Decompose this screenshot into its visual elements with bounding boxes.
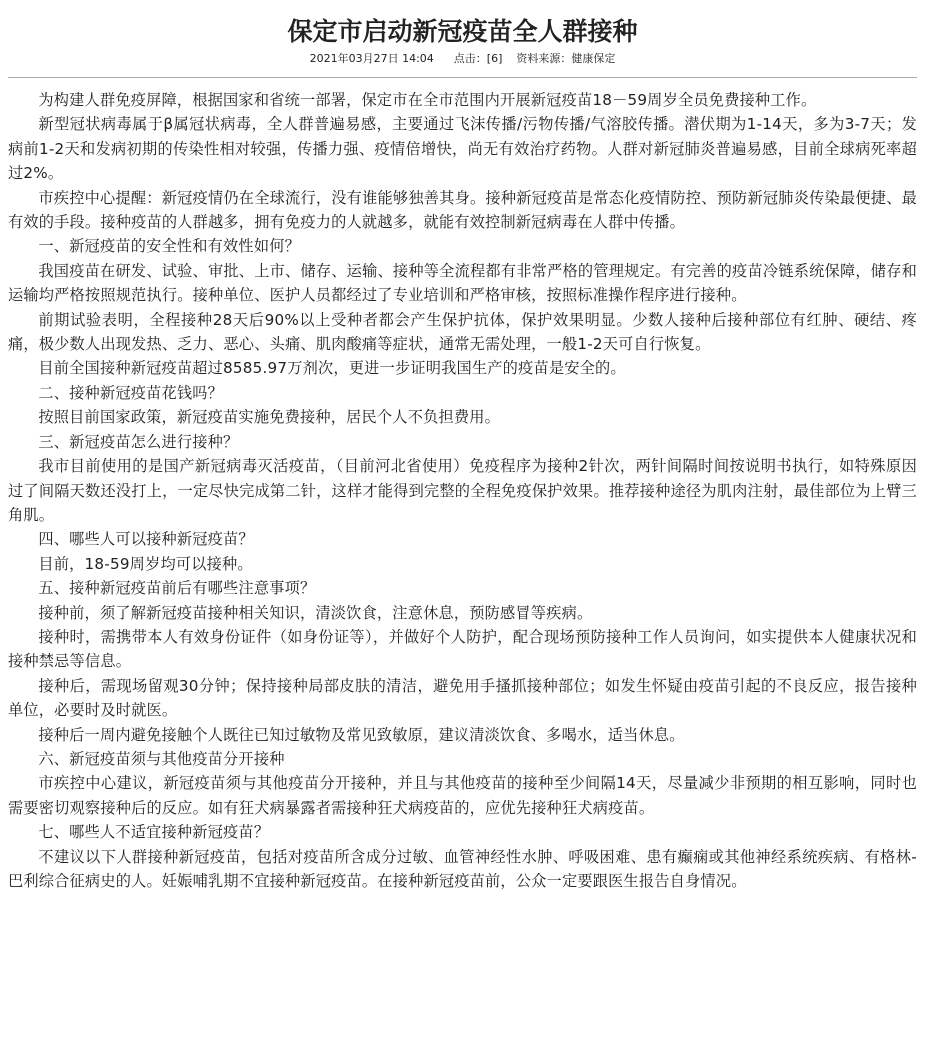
body-paragraph: 为构建人群免疫屏障，根据国家和省统一部署，保定市在全市范围内开展新冠疫苗18－59周岁全员免费接种工作。 [38, 91, 817, 109]
body-paragraph: 目前全国接种新冠疫苗超过8585.97万剂次，更进一步证明我国生产的疫苗是安全的。 [38, 359, 626, 378]
body-paragraph: 接种前，须了解新冠疫苗接种相关知识，清淡饮食，注意休息，预防感冒等疾病。 [38, 603, 593, 622]
section-heading: 六、新冠疫苗须与其他疫苗分开接种 [38, 749, 285, 768]
body-paragraph: 前期试验表明，全程接种28天后90%以上受种者都会产生保护抗体，保护效果明显。少数人接种后接种部位有红肿、硬结、疼痛，极少数人出现发热、乏力、恶心、头痛、肌肉酸痛等症状，通常无需处理，一般1-2天可自行恢复。 [8, 310, 917, 354]
section-heading: 三、新冠疫苗怎么进行接种？ [38, 432, 239, 451]
click-count: 点击：[6] [453, 52, 503, 65]
section-heading: 五、接种新冠疫苗前后有哪些注意事项？ [38, 579, 316, 598]
body-paragraph: 接种时，需携带本人有效身份证件（如身份证等），并做好个人防护，配合现场预防接种工作人员询问，如实提供本人健康状况和接种禁忌等信息。 [8, 627, 917, 671]
section-heading: 一、新冠疫苗的安全性和有效性如何？ [38, 237, 300, 256]
section-heading: 二、接种新冠疫苗花钱吗？ [38, 383, 224, 402]
body-paragraph: 按照目前国家政策，新冠疫苗实施免费接种，居民个人不负担费用。 [38, 408, 501, 427]
body-paragraph: 我国疫苗在研发、试验、审批、上市、储存、运输、接种等全流程都有非常严格的管理规定。有完善的疫苗冷链系统保障，储存和运输均严格按照规范执行。接种单位、医护人员都经过了专业培训和严格审核，按照标准操作程序进行接种。 [8, 261, 917, 305]
body-paragraph: 市疾控中心建议，新冠疫苗须与其他疫苗分开接种，并且与其他疫苗的接种至少间隔14天，尽量减少非预期的相互影响，同时也需要密切观察接种后的反应。如有狂犬病暴露者需接种狂犬病疫苗的，应优先接种狂犬病疫苗。 [8, 774, 917, 817]
section-heading: 七、哪些人不适宜接种新冠疫苗？ [38, 823, 270, 842]
article-meta [8, 52, 917, 66]
body-paragraph: 我市目前使用的是国产新冠病毒灭活疫苗，（目前河北省使用）免疫程序为接种2针次，两针间隔时间按说明书执行，如特殊原因过了间隔天数还没打上，一定尽快完成第二针，这样才能得到完整的全程免疫保护效果。推荐接种途径为肌肉注射，最佳部位为上臂三角肌。 [8, 457, 917, 524]
section-heading: 四、哪些人可以接种新冠疫苗？ [38, 530, 254, 549]
body-paragraph: 市疾控中心提醒：新冠疫情仍在全球流行，没有谁能够独善其身。接种新冠疫苗是常态化疫情防控、预防新冠肺炎传染最便捷、最有效的手段。接种疫苗的人群越多，拥有免疫力的人就越多，就能有效控制新冠病毒在人群中传播。 [8, 188, 917, 232]
publish-date: 2021年03月27日 14:04 [309, 52, 434, 65]
article-source: 资料来源：健康保定 [516, 52, 616, 65]
title-divider [8, 77, 917, 78]
body-paragraph: 接种后一周内避免接触个人既往已知过敏物及常见致敏原，建议清淡饮食、多喝水，适当休息。 [38, 725, 685, 744]
body-paragraph: 不建议以下人群接种新冠疫苗，包括对疫苗所含成分过敏、血管神经性水肿、呼吸困难、患有癫痫或其他神经系统疾病、有格林-巴利综合征病史的人。妊娠哺乳期不宜接种新冠疫苗。在接种新冠疫苗前，公众一定要跟医生报告自身情况。 [8, 847, 917, 890]
body-paragraph: 目前，18-59周岁均可以接种。 [38, 554, 253, 573]
article-body [8, 88, 917, 893]
body-paragraph: 接种后，需现场留观30分钟；保持接种局部皮肤的清洁，避免用手搔抓接种部位；如发生怀疑由疫苗引起的不良反应，报告接种单位，必要时及时就医。 [8, 676, 917, 720]
body-paragraph: 新型冠状病毒属于β属冠状病毒，全人群普遍易感，主要通过飞沫传播/污物传播/气溶胶传播。潜伏期为1-14天，多为3-7天；发病前1-2天和发病初期的传染性相对较强，传播力强、疫情倍增快，尚无有效治疗药物。人群对新冠肺炎普遍易感，目前全球病死率超过2%。 [8, 115, 917, 183]
article-title: 保定市启动新冠疫苗全人群接种 [287, 17, 638, 46]
